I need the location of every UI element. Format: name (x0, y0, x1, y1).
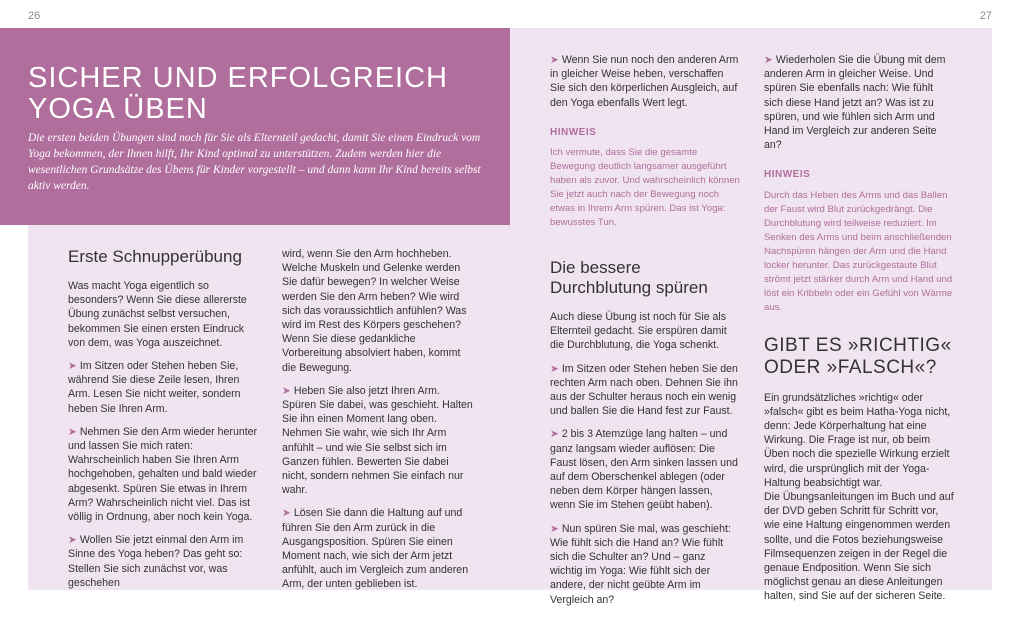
paragraph: Ein grundsätzliches »richtig« oder »falsch« gibt es beim Hatha-Yoga nicht, denn: Jede Körperhaltung hat eine Wirkung. Die Frage ist nur, ob beim Üben noch die spezielle Wirkung erzielt wird, die ursprünglich mit der Yoga-Haltung beabsichtigt war. (764, 391, 951, 489)
bullet-item (68, 533, 260, 590)
bullet-text: Nun spüren Sie mal, was geschieht: Wie fühlt sich die Hand an? Wie fühlt sich die Schulter an? Und – ganz wichtig im Yoga: Wie fühlt sich der andere, der nicht geübte Arm im Vergleich an? (550, 522, 731, 606)
bullet-text: Im Sitzen oder Stehen heben Sie, während Sie diese Zeile lesen, Ihren Arm. Lesen Sie nicht weiter, sondern heben Sie Ihren Arm. (68, 360, 241, 415)
bullet-item (282, 506, 474, 591)
paragraph: Auch diese Übung ist noch für Sie als Elternteil gedacht. Sie erspüren damit die Durchblutung, die Yoga schenkt. (550, 311, 727, 352)
bullet-text: Heben Sie also jetzt Ihren Arm. Spüren Sie dabei, was geschieht. Halten Sie ihn einen Moment lang oben. Nehmen Sie wahr, wie sich Ihr Arm anfühlt – und wie Sie selbst sich im Ganzen fühlen. Bewerten Sie dabei nicht, sondern nehmen Sie einfach nur wahr. (282, 384, 473, 497)
page-number-right: 27 (979, 10, 992, 22)
paragraph: wird, wenn Sie den Arm hochheben. Welche Muskeln und Gelenke werden Sie dafür bewegen? In welcher Weise werden Sie den Arm heben? Wie wird sich das voraussichtlich anfühlen? Was wird im Rest des Körpers geschehen? Wenn Sie diese gedankliche Vorbereitung absolviert haben, kommt die Bewegung. (282, 248, 467, 374)
bullet-item (764, 53, 954, 152)
bullet-text: Wenn Sie nun noch den anderen Arm in gleicher Weise heben, verschaffen Sie sich den körperlichen Ausgleich, auf den Yoga ebenfalls Wert legt. (550, 54, 739, 109)
page-number-left: 26 (28, 10, 41, 22)
bullet-text: 2 bis 3 Atemzüge lang halten – und ganz langsam wieder auflösen: Die Faust lösen, den Arm sinken lassen und auf dem Oberschenkel ablegen (oder neben dem Körper hängen lassen, wenn Sie im Stehen geübt haben). (550, 428, 738, 512)
column-1 (68, 247, 260, 599)
bullet-text: Im Sitzen oder Stehen heben Sie den rechten Arm nach oben. Dehnen Sie ihn aus der Schulter heraus noch ein wenig und ballen Sie die Hand fest zur Faust. (550, 362, 738, 418)
bullet-item (550, 362, 740, 419)
arrow-bullet-icon: ➤ (550, 428, 559, 441)
hint-label: HINWEIS (550, 126, 597, 138)
bullet-item (282, 384, 474, 498)
paragraph: Was macht Yoga eigentlich so besonders? Wenn Sie diese allererste Übung zunächst selbst versuchen, bekommen Sie einen ersten Eindruck von dem, was Yoga auszeichnet. (68, 280, 247, 349)
arrow-bullet-icon: ➤ (764, 54, 773, 66)
section-heading-schnupper: Erste Schnupperübung (68, 247, 242, 266)
hint-text: Durch das Heben des Arms und das Ballen der Faust wird Blut zurückgedrängt. Die Durchblutung wird teilweise reduziert. Im Senken des Arms und beim anschließenden Nachspüren hängen der Arm und die Hand locker herunter. Das zurückgestaute Blut strömt jetzt stärker durch Arm und Hand und löst ein Kribbeln oder ein Gefühl von Wärme aus. (764, 189, 953, 313)
bullet-item (68, 425, 260, 524)
bullet-text: Nehmen Sie den Arm wieder herunter und lassen Sie mich raten: Wahrscheinlich haben Sie Ihren Arm hochgehoben, gehalten und bald wieder abgesenkt. Spüren Sie etwas in Ihrem Arm? Wahrscheinlich nicht viel. Das ist völlig in Ordnung, aber noch kein Yoga. (68, 425, 258, 524)
page-title: SICHER UND ERFOLGREICH YOGA ÜBEN (28, 62, 448, 125)
bullet-text: Wollen Sie jetzt einmal den Arm im Sinne des Yoga heben? Das geht so: Stellen Sie sich zunächst vor, was geschehen (68, 534, 244, 589)
arrow-bullet-icon: ➤ (550, 522, 559, 535)
arrow-bullet-icon: ➤ (68, 425, 77, 438)
bullet-item (550, 522, 740, 607)
arrow-bullet-icon: ➤ (550, 54, 559, 66)
arrow-bullet-icon: ➤ (282, 384, 291, 397)
header-banner (0, 28, 510, 225)
bullet-item (68, 359, 260, 416)
arrow-bullet-icon: ➤ (68, 360, 77, 373)
bullet-text: Lösen Sie dann die Haltung auf und führen Sie den Arm zurück in die Ausgangsposition. Spüren Sie einen Moment nach, wie sich der Arm jetzt anfühlt, auch im Vergleich zum anderen Arm, der unten geblieben ist. (282, 507, 469, 591)
column-4 (764, 53, 954, 613)
column-2 (282, 247, 474, 601)
bullet-item (550, 53, 740, 110)
arrow-bullet-icon: ➤ (282, 507, 291, 520)
section-heading-richtig-falsch: GIBT ES »RICHTIG« ODER »FALSCH«? (764, 334, 952, 378)
bullet-text: Wiederholen Sie die Übung mit dem anderen Arm in gleicher Weise. Und spüren Sie ebenfalls nach: Wie fühlt sich diese Hand jetzt an? Was ist zu spüren, und wie fühlen sich Arm und Hand im Vergleich zur anderen Seite an? (764, 54, 946, 152)
intro-text: Die ersten beiden Übungen sind noch für Sie als Elternteil gedacht, damit Sie einen Eindruck vom Yoga bekommen, der Ihnen hilft, Ihr Kind optimal zu unterstützen. Zudem werden hier die wesentlichen Grundsätze des Übens für Kinder vorgestellt – und dann kann Ihr Kind bereits selbst aktiv werden. (28, 132, 481, 192)
column-3 (550, 53, 740, 616)
arrow-bullet-icon: ➤ (68, 534, 77, 547)
hint-text: Ich vermute, dass Sie die gesamte Bewegung deutlich langsamer ausgeführt haben als zuvor. Und wahrscheinlich können Sie jetzt auch nach der Bewegung noch etwas in Ihrem Arm spüren. Das ist Yoga: bewusstes Tun. (550, 147, 740, 229)
section-heading-durchblutung: Die bessere Durchblutung spüren (550, 258, 708, 298)
bullet-item (550, 427, 740, 512)
paragraph: Die Übungsanleitungen im Buch und auf der DVD geben Schritt für Schritt vor, wie eine Haltung eingenommen werden sollte, und die Fotos beziehungsweise Filmsequenzen zeigen in der Regel die genaue Endposition. Wenn Sie sich möglichst genau an diese Anleitungen halten, sind Sie auf der sicheren Seite. (764, 491, 954, 603)
hint-label: HINWEIS (764, 169, 811, 181)
arrow-bullet-icon: ➤ (550, 362, 559, 375)
